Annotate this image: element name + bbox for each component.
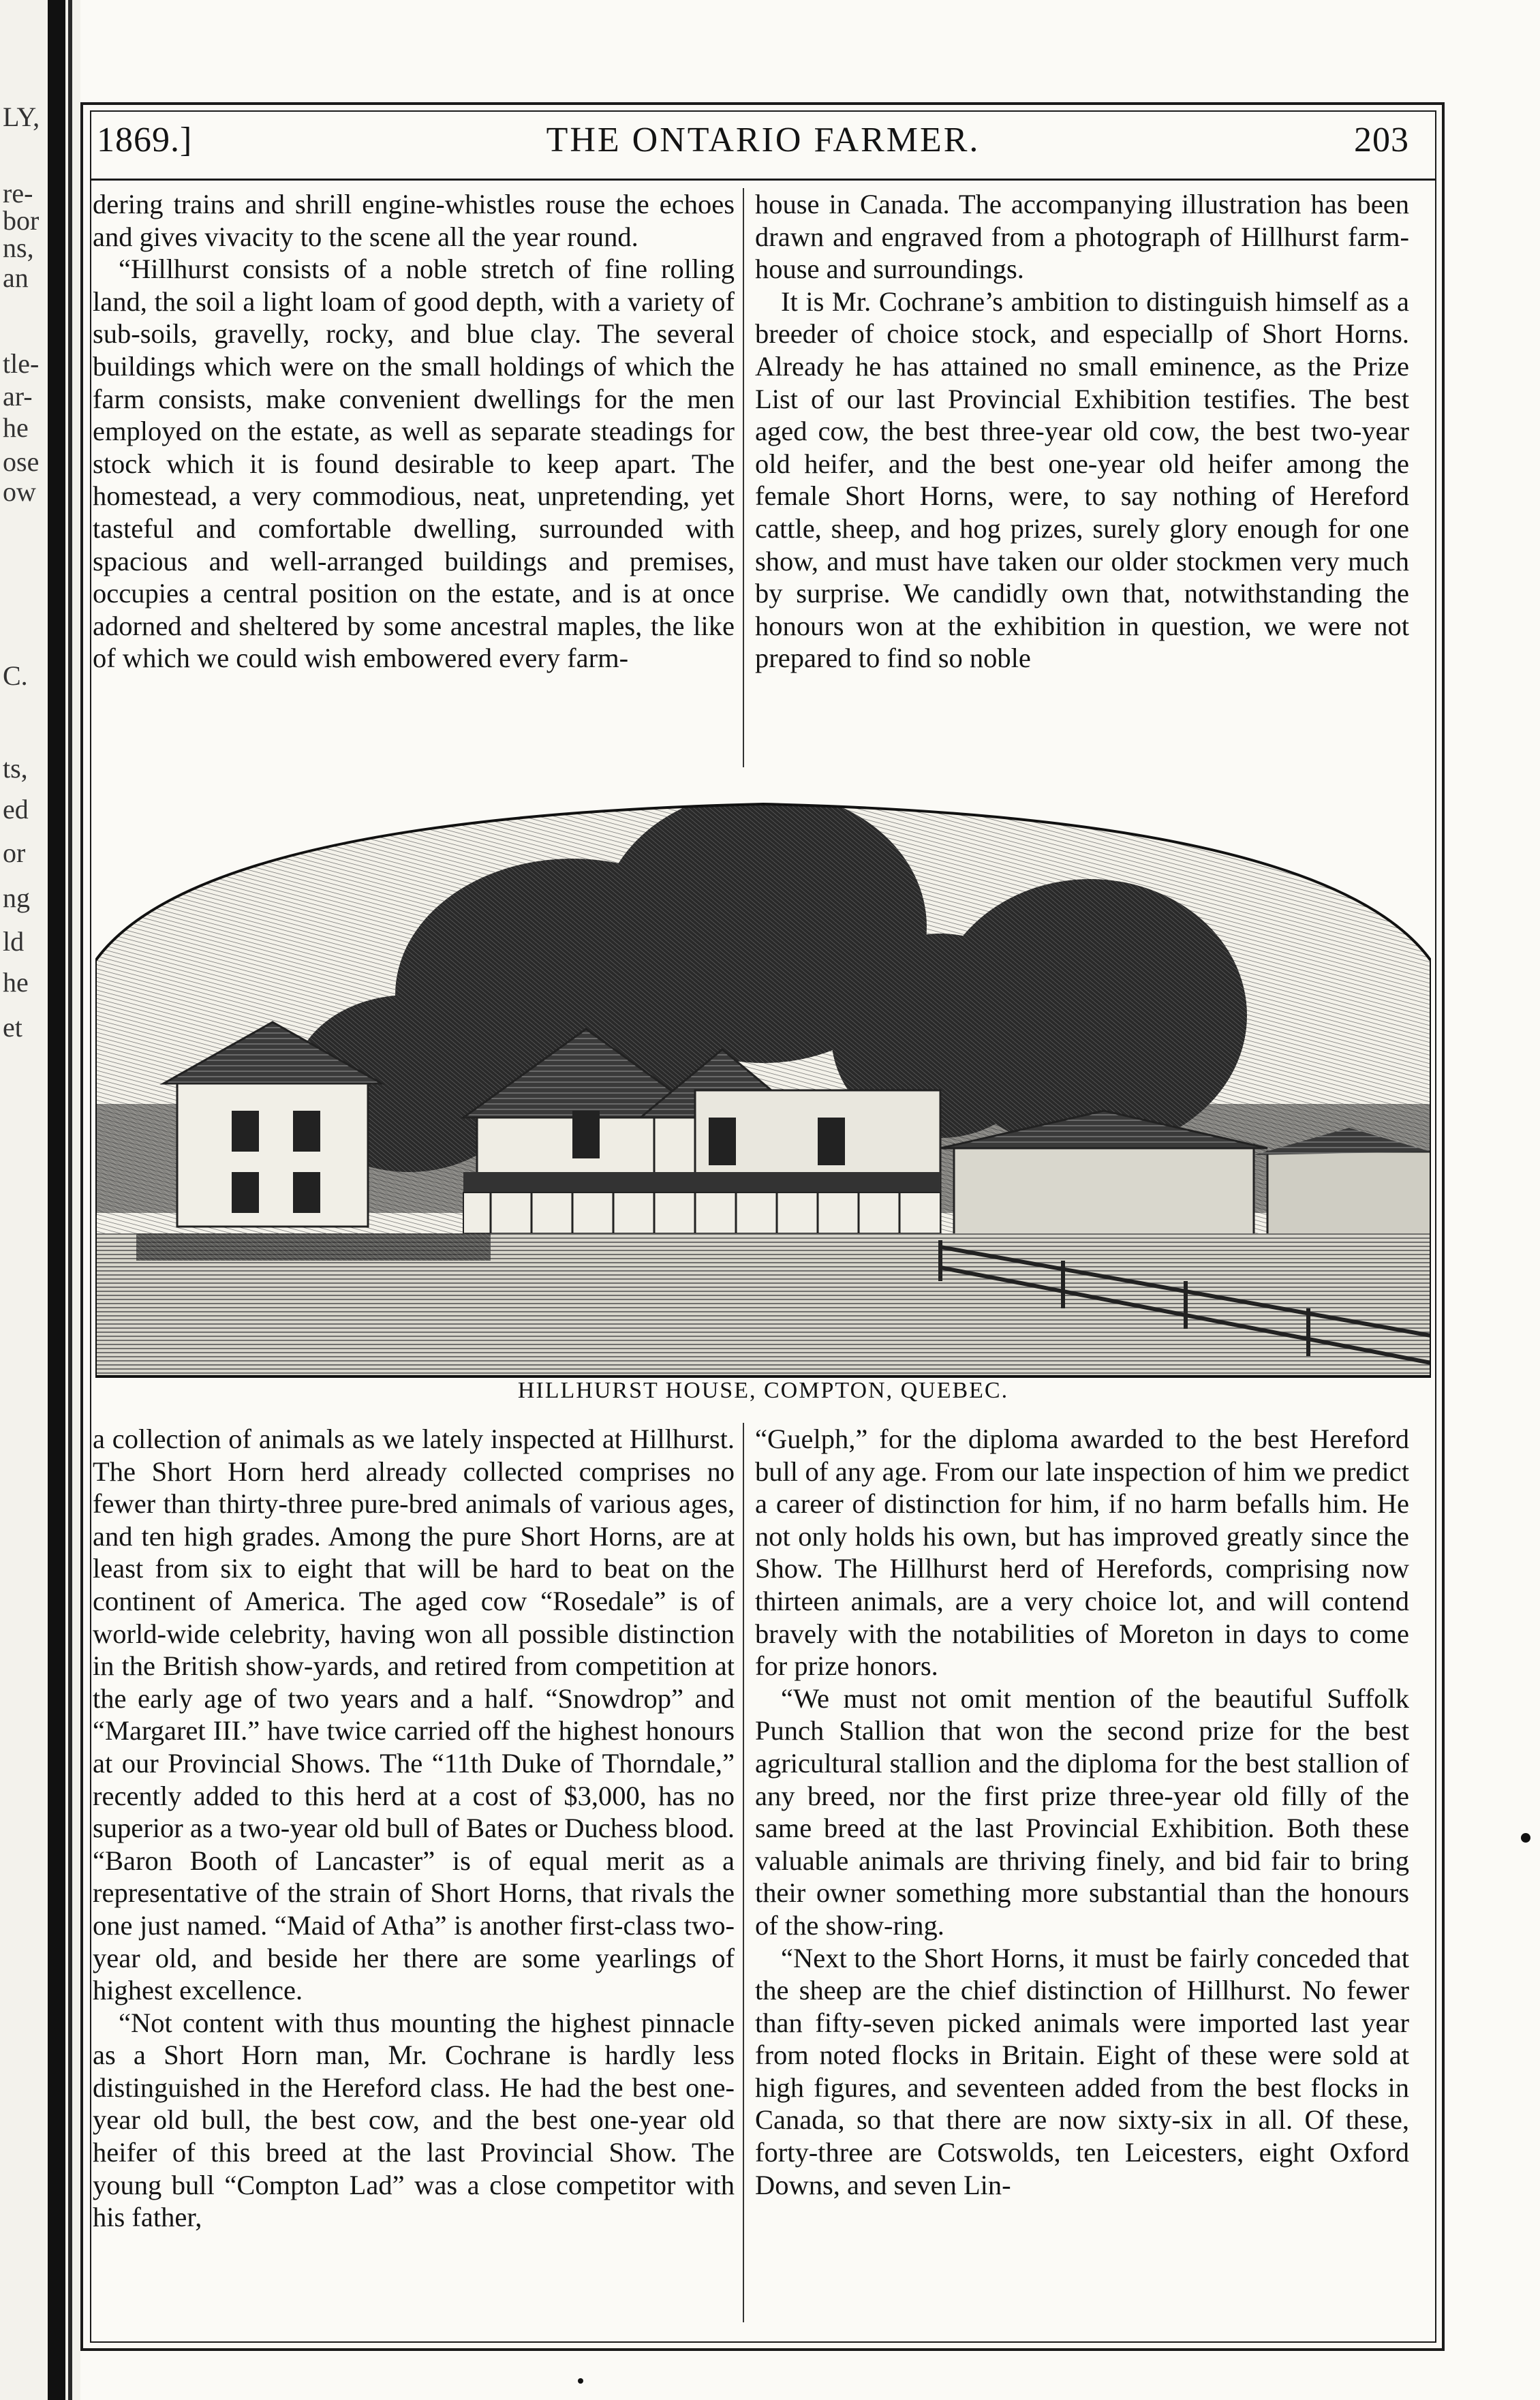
header-rule [90, 179, 1436, 181]
paragraph: “Not content with thus mounting the highest pinnacle as a Short Horn man, Mr. Cochrane is hardly less distinguished in the Hereford class. He had the best one-year old bull, the best cow, and the best one-year old heifer of this breed at the last Provincial Show. The young bull “Compton Lad” was a close competitor with his father, [93, 2007, 735, 2233]
paragraph: a collection of animals as we lately inspected at Hillhurst. The Short Horn herd already collected comprises no fewer than thirty-three pure-bred animals of various ages, and ten high grades. Among the pure Short Horns, are at least from six to eight that will be hard to beat on the continent of America. The aged cow “Rosedale” is of world-wide celebrity, having won all possible distinction in the British show-yards, and retired from competition at the early age of two years and a half. “Snowdrop” and “Margaret III.” have twice carried off the highest honours at our Provincial Shows. The “11th Duke of Thorndale,” recently added to this herd at a cost of $3,000, has no superior as a two-year old bull of Bates or Duchess blood. “Baron Booth of Lancaster” is of equal merit as a representative of the strain of Short Horns, that rivals the one just named. “Maid of Atha” is another first-class two-year old, and beside her there are some yearlings of highest excellence. [93, 1424, 735, 2006]
paragraph: “Guelph,” for the diploma awarded to the best Hereford bull of any age. From our late inspection of him we predict a career of distinction for him, if no harm befalls him. He not only holds his own, but has improved greatly since the Show. The Hillhurst herd of Herefords, comprising now thirteen animals, are a very choice lot, and will contend bravely with the notabilities of Moreton in days to come for prize honors. [755, 1424, 1409, 1682]
edge-fragment: et [3, 1012, 22, 1043]
edge-fragment: an [3, 262, 29, 293]
journal-title: THE ONTARIO FARMER. [546, 121, 981, 159]
paragraph: “Next to the Short Horns, it must be fairly conceded that the sheep are the chief distinction of Hillhurst. No fewer than fifty-seven picked animals were imported last year from noted flocks in Britain. Eight of these were sold at high figures, and seventeen added from the best flocks in Canada, so that there are now sixty-six in all. Of these, forty-three are Cotswolds, ten Leicesters, eight Oxford Downs, and seven Lin- [755, 1942, 1409, 2200]
ink-speck [578, 2378, 583, 2384]
edge-fragment: he [3, 967, 29, 998]
column-bottom-left [93, 1423, 735, 2329]
paragraph: house in Canada. The accompanying illustration has been drawn and engraved from a photograph of Hillhurst farm-house and surroundings. [755, 189, 1409, 285]
edge-fragment: ose [3, 446, 40, 477]
column-top-right [755, 188, 1409, 767]
engraving-illustration [95, 790, 1431, 1378]
issue-date: 1869.] [97, 121, 193, 159]
paragraph: It is Mr. Cochrane’s ambition to distinguish himself as a breeder of choice stock, and especiallp of Short Horns. Already he has attained no small eminence, as the Prize List of our last Provincial Exhibition testifies. The best aged cow, the best three-year old cow, the best two-year old heifer, and the best one-year old heifer among the female Short Horns, were, to say nothing of Hereford cattle, sheep, and hog prizes, surely glory enough for one show, and must have taken our older stockmen very much by surprise. We candidly own that, notwithstanding the honours won at the exhibition in question, we were not prepared to find so noble [755, 286, 1409, 674]
column-top-left [93, 188, 735, 767]
edge-fragment: ed [3, 794, 29, 825]
page-number: 203 [1354, 121, 1409, 159]
binding-spine-edge [68, 0, 72, 2400]
paragraph: “We must not omit mention of the beautiful Suffolk Punch Stallion that won the second prize for the best agricultural stallion and the diploma for the best stallion of any breed, nor the first prize three-year old filly of the same breed at the last Provincial Exhibition. Both these valuable animals are thriving finely, and bid fair to bring their owner something more substantial than the honours of the show-ring. [755, 1682, 1409, 1941]
paragraph: “Hillhurst consists of a noble stretch of fine rolling land, the soil a light loam of good depth, with a variety of sub-soils, gravelly, rocky, and blue clay. The several buildings which were on the small holdings of which the farm consists, make convenient dwellings for the men employed on the estate, as well as separate steadings for stock which it is found desirable to keep apart. The homestead, a very commodious, neat, unpretending, yet tasteful and comfortable dwelling, surrounded with spacious and well-arranged buildings and premises, occupies a central position on the estate, and is at once adorned and sheltered by some ancestral maples, the like of which we could wish embowered every farm- [93, 253, 735, 674]
edge-fragment: or [3, 837, 26, 868]
edge-fragment: tle- [3, 348, 40, 379]
edge-fragment: ts, [3, 753, 28, 784]
column-rule [743, 1423, 744, 2322]
column-rule [743, 188, 744, 767]
edge-fragment: ns, [3, 232, 34, 263]
edge-fragment: ld [3, 926, 25, 957]
edge-fragment: he [3, 412, 29, 443]
illustration-caption: HILLHURST HOUSE, COMPTON, QUEBEC. [517, 1378, 1009, 1403]
edge-fragment: C. [3, 660, 28, 691]
binding-spine [48, 0, 65, 2400]
running-header [90, 120, 1436, 174]
edge-fragment: re- [3, 178, 33, 209]
ink-speck [1521, 1833, 1530, 1843]
edge-fragment: ow [3, 476, 36, 507]
column-bottom-right [755, 1423, 1409, 2329]
edge-fragment: LY, [3, 102, 40, 132]
hillhurst-house-engraving [95, 790, 1431, 1378]
paragraph: dering trains and shrill engine-whistles rouse the echoes and gives vivacity to the scene all the year round. [93, 189, 735, 252]
edge-fragment: bor [3, 205, 40, 236]
edge-fragment: ar- [3, 381, 33, 412]
edge-fragment: ng [3, 882, 30, 913]
